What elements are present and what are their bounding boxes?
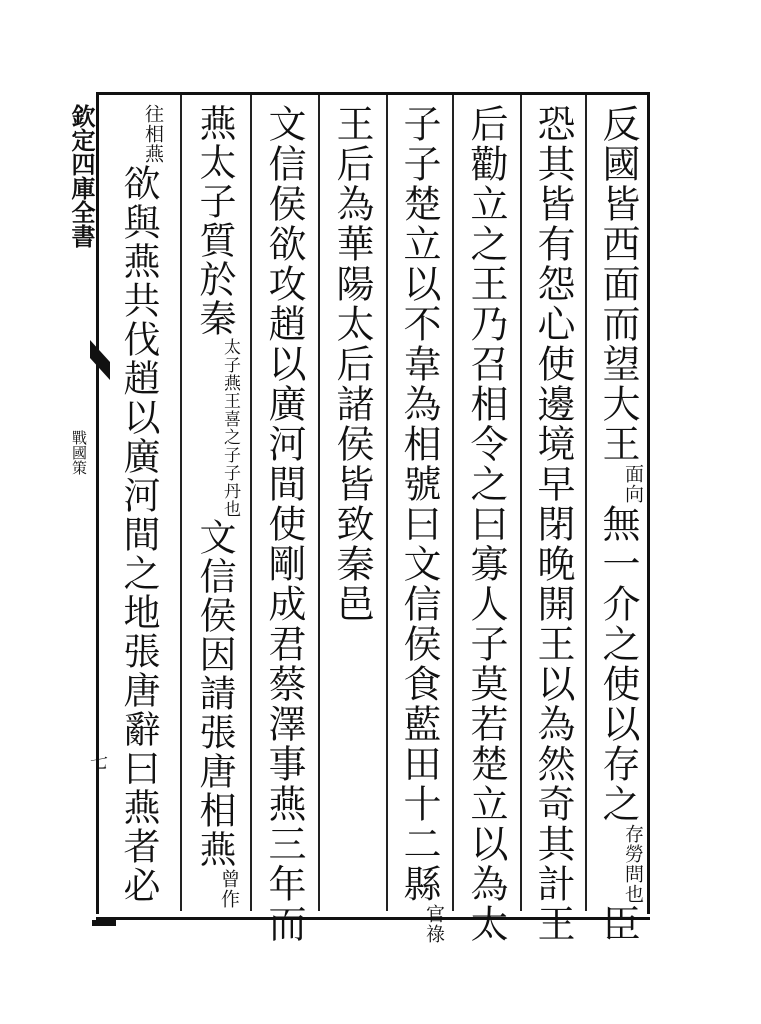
annotation-char: 面 [622, 464, 644, 484]
annotation-char: 曾 [218, 869, 240, 889]
main-text: 燕太子質於秦 [193, 104, 236, 338]
column-rule [180, 95, 182, 911]
annotation-char: 燕 [142, 144, 164, 164]
text-column-8 [112, 104, 164, 904]
annotation-char: 官 [423, 904, 445, 924]
column-rule [386, 95, 388, 911]
border-left [96, 92, 99, 914]
bottom-mark [92, 920, 116, 926]
annotation [622, 464, 644, 504]
text-column-7 [188, 104, 240, 909]
annotation [423, 904, 445, 944]
main-text: 臣 [596, 904, 640, 944]
annotation-char: 作 [218, 889, 240, 909]
main-text: 子子楚立以不韋為相號曰文信侯食藍田十二縣 [397, 104, 441, 904]
annotation-char: 子 [220, 464, 240, 482]
annotation-char: 子 [220, 356, 240, 374]
annotation-char: 相 [142, 124, 164, 144]
collection-title: 欽定四庫全書 [67, 104, 96, 248]
annotation-char: 勞 [622, 844, 644, 864]
annotation-char: 也 [220, 500, 240, 518]
text-column-5 [326, 104, 378, 904]
column-rule [520, 95, 522, 911]
annotation-char: 王 [220, 392, 240, 410]
annotation-char: 丹 [220, 482, 240, 500]
annotation-char: 之 [220, 428, 240, 446]
annotation [218, 869, 240, 909]
text-column-2 [527, 104, 579, 944]
annotation-char: 問 [622, 864, 644, 884]
main-text: 欲與燕共伐趙以廣河間之地張唐辭曰燕者必 [117, 164, 160, 905]
annotation-char: 燕 [220, 374, 240, 392]
main-text: 文信侯因請張唐相燕 [193, 518, 236, 869]
column-rule [250, 95, 252, 911]
page-number: 七 [87, 752, 108, 770]
column-rule [318, 95, 320, 911]
main-text: 恐其皆有怨心使邊境早閉晚開王以為然奇其計王 [531, 104, 575, 944]
book-title: 戰國策 [70, 430, 88, 475]
border-right [647, 92, 650, 914]
text-column-1 [592, 104, 644, 944]
annotation-char: 也 [622, 884, 644, 904]
annotation-char: 向 [622, 484, 644, 504]
text-column-4 [393, 104, 445, 944]
annotation [220, 338, 240, 518]
annotation-char: 往 [142, 104, 164, 124]
text-column-3 [460, 104, 512, 944]
annotation-char: 太 [220, 338, 240, 356]
main-text: 王后為華陽太后諸侯皆致秦邑 [330, 104, 374, 624]
annotation-char: 喜 [220, 410, 240, 428]
annotation-char: 存 [622, 824, 644, 844]
annotation-char: 祿 [423, 924, 445, 944]
main-text: 無一介之使以存之 [596, 504, 640, 824]
annotation-char: 子 [220, 446, 240, 464]
main-text: 后勸立之王乃召相令之曰寡人子莫若楚立以為太 [464, 104, 508, 944]
column-rule [585, 95, 587, 911]
annotation [622, 824, 644, 904]
main-text: 反國皆西面而望大王 [596, 104, 640, 464]
column-rule [452, 95, 454, 911]
annotation [142, 104, 164, 164]
text-column-6 [258, 104, 310, 944]
main-text: 文信侯欲攻趙以廣河間使剛成君蔡澤事燕三年而 [262, 104, 306, 944]
